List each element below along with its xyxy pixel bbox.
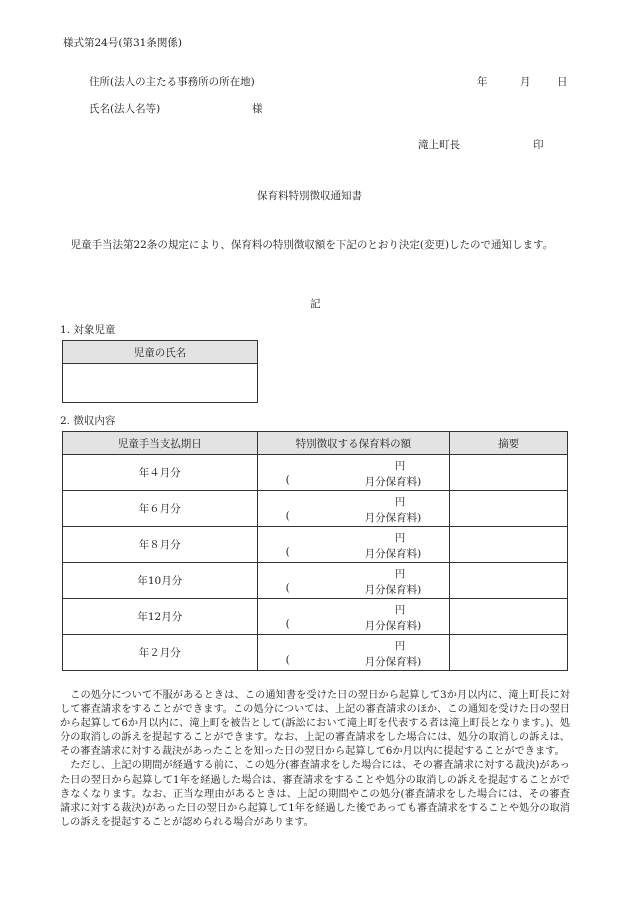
notice-paragraph: ただし、上記の期間が経過する前に、この処分(審査請求をした場合には、その審査請求に対する裁決)があった日の翌日から起算して1年を経過した場合は、審査請求をすることや処分の取消しの訴えを提起することができなくなります。なお、正当な理由があるときは、上記の期間やこの処分(審査請求をした場合には、その審査請求に対する裁決)があった日の翌日から起算して1年を経過した後であっても審査請求をすることや処分の取消しの訴えを提起することが認められる場合があります。 xyxy=(60,760,570,828)
amount-cell xyxy=(257,527,450,563)
remarks-cell xyxy=(450,599,568,635)
period-cell: 年６月分 xyxy=(63,491,258,527)
paren-open: ( xyxy=(285,618,290,630)
table-row xyxy=(63,635,568,671)
monthly-label: 月分保育料) xyxy=(364,584,422,596)
monthly-label: 月分保育料) xyxy=(364,476,422,488)
name-label: 氏名(法人名等) xyxy=(89,103,161,115)
monthly-label: 月分保育料) xyxy=(364,656,422,668)
monthly-label: 月分保育料) xyxy=(364,548,422,560)
amount-cell xyxy=(257,599,450,635)
paren-open: ( xyxy=(285,474,290,486)
honorific-sama: 様 xyxy=(252,103,263,115)
table-row xyxy=(63,563,568,599)
address-label: 住所(法人の主たる事務所の所在地) xyxy=(89,76,255,88)
period-cell: 年４月分 xyxy=(63,455,258,491)
col-amount: 特別徴収する保育料の額 xyxy=(257,432,450,455)
paren-open: ( xyxy=(285,546,290,558)
remarks-cell xyxy=(450,563,568,599)
remarks-cell xyxy=(450,635,568,671)
amount-cell xyxy=(257,491,450,527)
period-cell: 年８月分 xyxy=(63,527,258,563)
yen-label: 円 xyxy=(394,532,406,544)
yen-label: 円 xyxy=(394,640,406,652)
table-row xyxy=(63,527,568,563)
date-day: 日 xyxy=(557,76,568,88)
yen-label: 円 xyxy=(394,496,406,508)
seal-mark: 印 xyxy=(533,139,544,151)
child-name-cell xyxy=(63,364,258,403)
yen-label: 円 xyxy=(394,568,406,580)
child-name-header: 児童の氏名 xyxy=(63,341,258,364)
remarks-cell xyxy=(450,455,568,491)
paren-open: ( xyxy=(285,582,290,594)
section1-heading: 1. 対象児童 xyxy=(60,324,116,336)
period-cell: 年12月分 xyxy=(63,599,258,635)
remarks-cell xyxy=(450,527,568,563)
collection-table xyxy=(62,431,568,671)
child-table xyxy=(62,340,258,403)
table-row xyxy=(63,599,568,635)
yen-label: 円 xyxy=(394,460,406,472)
form-number: 様式第24号(第31条関係) xyxy=(63,37,182,49)
period-cell: 年10月分 xyxy=(63,563,258,599)
intro-paragraph: 児童手当法第22条の規定により、保育料の特別徴収額を下記のとおり決定(変更)したので通知します。 xyxy=(70,239,554,251)
appeal-notice xyxy=(60,689,570,830)
monthly-label: 月分保育料) xyxy=(364,512,422,524)
remarks-cell xyxy=(450,491,568,527)
amount-cell xyxy=(257,563,450,599)
col-payment-date: 児童手当支払期日 xyxy=(63,432,258,455)
monthly-label: 月分保育料) xyxy=(364,620,422,632)
issuer: 滝上町長 xyxy=(418,139,460,151)
yen-label: 円 xyxy=(394,604,406,616)
date-month: 月 xyxy=(520,76,531,88)
table-row xyxy=(63,491,568,527)
notice-paragraph: この処分について不服があるときは、この通知書を受けた日の翌日から起算して3か月以内に、滝上町長に対して審査請求をすることができます。この処分については、上記の審査請求のほか、この通知を受けた日の翌日から起算して6か月以内に、滝上町を被告として(訴訟において滝上町を代表する者は滝上町長となります。)、処分の取消しの訴えを提起することができます。なお、上記の審査請求をした場合には、処分の取消しの訴えは、その審査請求に対する裁決があったことを知った日の翌日から起算して6か月以内に提起することができます。 xyxy=(60,690,570,758)
paren-open: ( xyxy=(285,510,290,522)
document-title: 保育料特別徴収通知書 xyxy=(257,190,362,202)
period-cell: 年２月分 xyxy=(63,635,258,671)
table-row xyxy=(63,455,568,491)
amount-cell xyxy=(257,455,450,491)
amount-cell xyxy=(257,635,450,671)
paren-open: ( xyxy=(285,654,290,666)
ki-label: 記 xyxy=(310,298,321,310)
date-year: 年 xyxy=(477,76,488,88)
col-remarks: 摘要 xyxy=(450,432,568,455)
section2-heading: 2. 徴収内容 xyxy=(60,415,116,427)
